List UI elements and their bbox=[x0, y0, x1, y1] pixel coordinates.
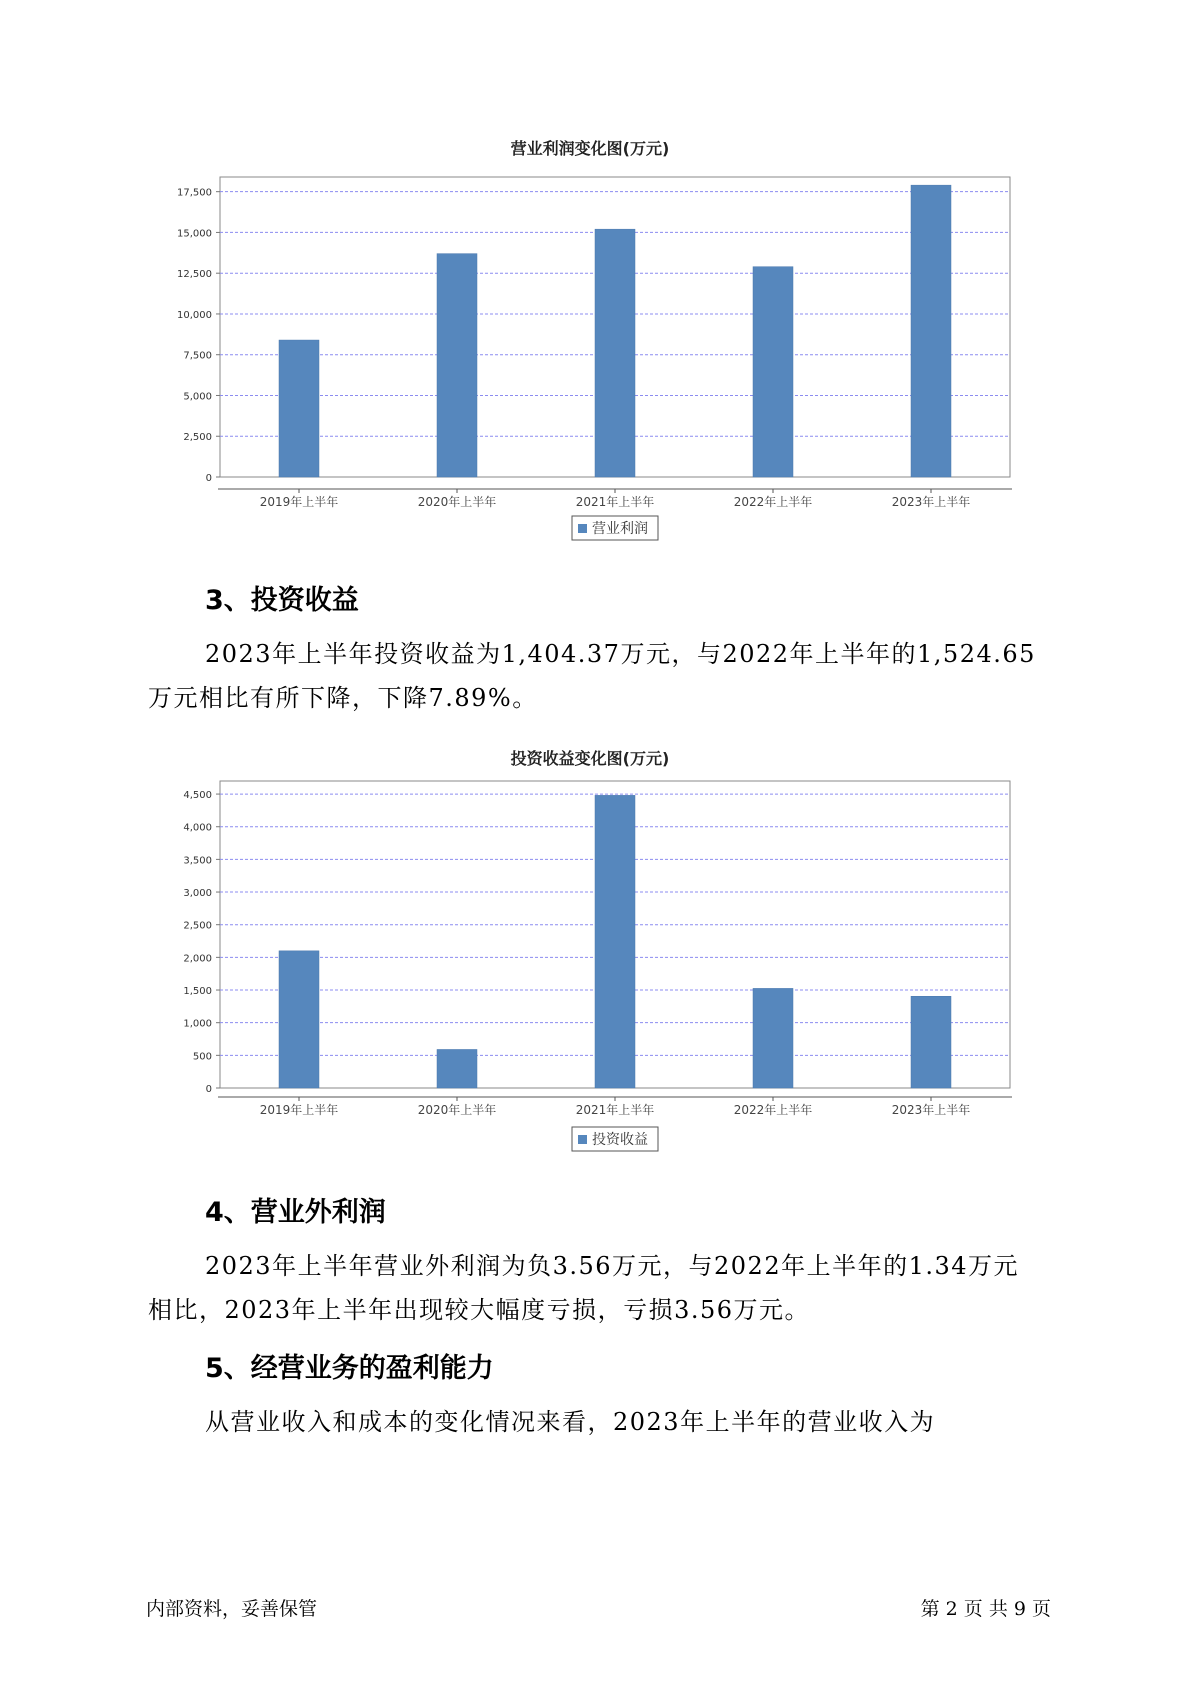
y-tick-label: 1,500 bbox=[183, 986, 212, 998]
paragraph-line: 2023年上半年投资收益为1,404.37万元，与2022年上半年的1,524.65 bbox=[205, 640, 1036, 668]
y-tick-label: 3,000 bbox=[183, 888, 212, 900]
chart-title: 营业利润变化图(万元) bbox=[510, 139, 670, 158]
bar bbox=[279, 951, 319, 1088]
legend-swatch bbox=[578, 1135, 587, 1144]
chart-investment-income bbox=[150, 739, 1030, 1169]
bar bbox=[595, 795, 635, 1088]
bar bbox=[911, 996, 951, 1088]
x-tick-label: 2019年上半年 bbox=[259, 495, 339, 509]
footer-page-number: 第 2 页 共 9 页 bbox=[920, 1598, 1051, 1620]
y-tick-label: 1,000 bbox=[183, 1018, 212, 1030]
bar bbox=[279, 340, 319, 477]
paragraph-line: 2023年上半年营业外利润为负3.56万元，与2022年上半年的1.34万元 bbox=[205, 1252, 1020, 1280]
paragraph-line: 从营业收入和成本的变化情况来看，2023年上半年的营业收入为 bbox=[205, 1408, 936, 1436]
chart-canvas bbox=[150, 128, 1030, 558]
section-heading: 4、营业外利润 bbox=[205, 1197, 386, 1228]
bar bbox=[753, 988, 793, 1088]
legend-label: 营业利润 bbox=[592, 521, 648, 537]
legend-swatch bbox=[578, 524, 587, 533]
x-tick-label: 2023年上半年 bbox=[891, 495, 971, 509]
x-tick-label: 2022年上半年 bbox=[733, 1103, 813, 1117]
y-tick-label: 17,500 bbox=[177, 187, 212, 199]
paragraph-line: 万元相比有所下降，下降7.89%。 bbox=[148, 684, 538, 712]
y-tick-label: 15,000 bbox=[177, 228, 212, 240]
y-tick-label: 0 bbox=[205, 473, 212, 484]
chart-title: 投资收益变化图(万元) bbox=[510, 749, 670, 768]
y-tick-label: 3,500 bbox=[183, 855, 212, 867]
y-tick-label: 10,000 bbox=[177, 309, 212, 321]
paragraph-line: 相比，2023年上半年出现较大幅度亏损，亏损3.56万元。 bbox=[148, 1296, 811, 1324]
x-tick-label: 2021年上半年 bbox=[575, 1103, 655, 1117]
x-tick-label: 2020年上半年 bbox=[417, 1103, 497, 1117]
x-tick-label: 2019年上半年 bbox=[259, 1103, 339, 1117]
chart-operating-profit bbox=[150, 128, 1030, 558]
section-heading: 3、投资收益 bbox=[205, 585, 359, 616]
bar bbox=[753, 267, 793, 477]
y-tick-label: 12,500 bbox=[177, 269, 212, 281]
y-tick-label: 4,500 bbox=[183, 790, 212, 802]
chart-canvas bbox=[150, 739, 1030, 1169]
x-tick-label: 2020年上半年 bbox=[417, 495, 497, 509]
bar bbox=[437, 1049, 477, 1088]
y-tick-label: 4,000 bbox=[183, 822, 212, 834]
y-tick-label: 500 bbox=[192, 1051, 212, 1063]
y-tick-label: 7,500 bbox=[183, 350, 212, 362]
bar bbox=[911, 185, 951, 477]
y-tick-label: 0 bbox=[205, 1084, 212, 1095]
bar bbox=[437, 254, 477, 477]
y-tick-label: 2,500 bbox=[183, 432, 212, 444]
legend-label: 投资收益 bbox=[592, 1132, 648, 1148]
x-tick-label: 2022年上半年 bbox=[733, 495, 813, 509]
section-heading: 5、经营业务的盈利能力 bbox=[205, 1353, 494, 1384]
x-tick-label: 2021年上半年 bbox=[575, 495, 655, 509]
footer-confidential: 内部资料，妥善保管 bbox=[146, 1598, 318, 1620]
y-tick-label: 2,500 bbox=[183, 920, 212, 932]
y-tick-label: 2,000 bbox=[183, 953, 212, 965]
y-tick-label: 5,000 bbox=[183, 391, 212, 403]
x-tick-label: 2023年上半年 bbox=[891, 1103, 971, 1117]
bar bbox=[595, 229, 635, 477]
